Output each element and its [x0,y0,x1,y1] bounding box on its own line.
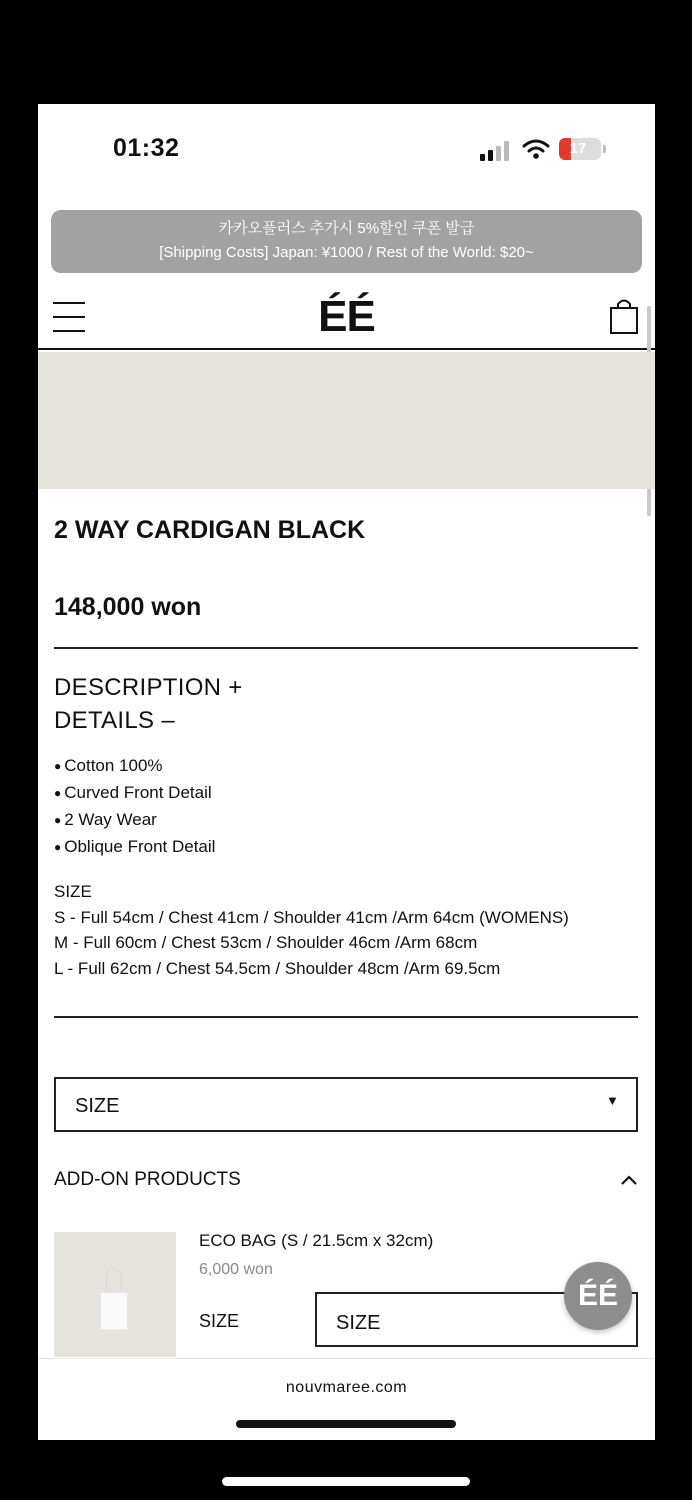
feature-item: ● Cotton 100% [54,753,215,780]
addon-heading: ADD-ON PRODUCTS [54,1169,241,1190]
size-select[interactable] [54,1077,638,1132]
status-time: 01:32 [113,134,180,162]
addon-name: ECO BAG (S / 21.5cm x 32cm) [199,1231,434,1250]
home-indicator [236,1420,456,1428]
shopping-bag-icon[interactable] [610,298,638,334]
details-toggle[interactable]: DETAILS – [54,707,175,734]
feature-item: ● Oblique Front Detail [54,834,215,861]
promo-banner[interactable] [51,210,642,273]
chevron-up-icon[interactable] [619,1170,639,1190]
size-select-value: SIZE [75,1095,120,1117]
size-row: L - Full 62cm / Chest 54.5cm / Shoulder 48cm /Arm 69.5cm [54,958,501,978]
divider [54,647,638,649]
promo-line-1: 카카오플러스 추가시 5%할인 쿠폰 발급 [218,220,475,237]
product-title: 2 WAY CARDIGAN BLACK [54,516,366,544]
floating-brand-button[interactable]: ÉÉ [564,1262,632,1330]
battery-tip [603,145,606,153]
browser-address-bar[interactable] [38,1358,655,1440]
battery-icon [559,138,601,160]
wifi-icon [522,138,550,160]
site-logo[interactable]: ÉÉ [318,292,375,341]
battery-level: 17 [569,140,587,157]
site-header [38,284,655,350]
description-toggle[interactable]: DESCRIPTION + [54,674,243,701]
browser-url[interactable]: nouvmaree.com [285,1379,408,1396]
home-indicator-outer [222,1477,470,1486]
phone-screen [38,104,655,1440]
size-chart [54,879,569,981]
size-row: S - Full 54cm / Chest 41cm / Shoulder 41cm /Arm 64cm (WOMENS) [54,907,569,927]
cellular-signal-icon [480,141,512,161]
addon-size-label: SIZE [199,1311,240,1331]
product-image[interactable] [38,352,655,489]
addon-price: 6,000 won [199,1261,273,1278]
size-heading: SIZE [54,882,92,901]
dropdown-arrow-icon: ▼ [606,1093,619,1108]
size-row: M - Full 60cm / Chest 53cm / Shoulder 46cm /Arm 68cm [54,933,478,952]
product-price: 148,000 won [54,593,202,621]
feature-item: ● Curved Front Detail [54,780,215,807]
eco-bag-image[interactable] [54,1232,176,1357]
divider [54,1016,638,1018]
feature-list [54,753,215,861]
status-bar [38,104,655,204]
feature-item: ● 2 Way Wear [54,807,215,834]
addon-size-select-value: SIZE [336,1312,381,1334]
promo-line-2: [Shipping Costs] Japan: ¥1000 / Rest of the World: $20~ [159,244,534,261]
